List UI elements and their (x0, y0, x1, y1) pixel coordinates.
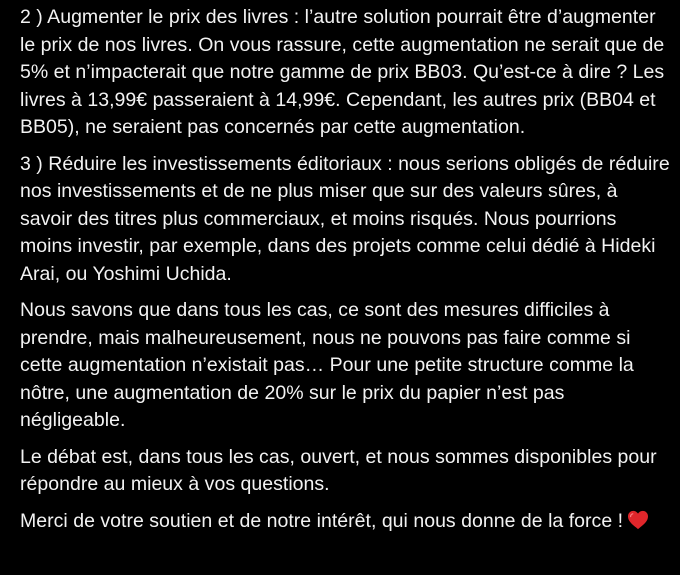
paragraph-editorial-investment: 3 ) Réduire les investissements éditoriaux : nous serions obligés de réduire nos investissements et de ne plus miser que sur des valeurs sûres, à savoir des titres plus commerciaux, et moins risqués. Nous pourrions moins investir, par exemple, dans des projets comme celui dédié à Hideki Arai, ou Yoshimi Uchida. (20, 152, 670, 285)
paragraph-difficult-measures: Nous savons que dans tous les cas, ce sont des mesures difficiles à prendre, mais malheureusement, nous ne pouvons pas faire comme si cette augmentation n’existait pas… Pour une petite structure comme la nôtre, une augmentation de 20% sur le prix du papier n’est pas négligeable. (20, 299, 634, 431)
paragraph-price-increase: 2 ) Augmenter le prix des livres : l’autre solution pourrait être d’augmenter le prix de nos livres. On vous rassure, cette augmentation ne serait que de 5% et n’impacterait que notre gamme de prix BB03. Qu’est-ce à dire ? Les livres à 13,99€ passeraient à 14,99€. Cependant, les autres prix (BB04 et BB05), ne seraient pas concernés par cette augmentation. (20, 6, 665, 138)
red-heart-icon (627, 510, 649, 530)
thanks-text: Merci de votre soutien et de notre intérêt, qui nous donne de la force ! (20, 509, 624, 532)
paragraph-thanks (20, 508, 670, 536)
paragraph-open-debate: Le débat est, dans tous les cas, ouvert, et nous sommes disponibles pour répondre au mieux à vos questions. (20, 445, 657, 495)
